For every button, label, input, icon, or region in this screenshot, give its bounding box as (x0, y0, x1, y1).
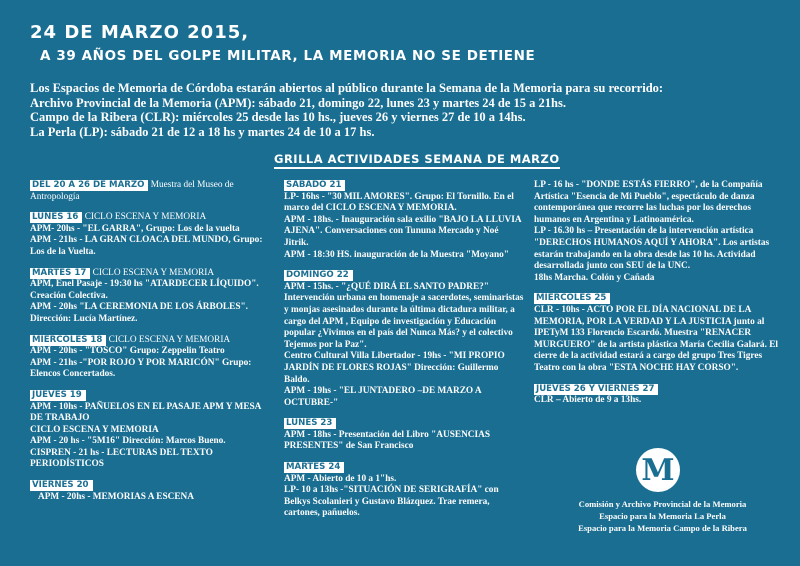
day-tag: MARTES 24 (284, 462, 344, 473)
activity-line: LP- 16hs - "30 MIL AMORES". Grupo: El Tornillo. En el marco del CICLO ESCENA Y MEMORIA. (284, 191, 514, 214)
footer-line: Espacio para la Memoria La Perla (599, 511, 726, 521)
schedule-column-2 (284, 180, 524, 529)
day-block (284, 418, 524, 453)
activity-line: CICLO ESCENA Y MEMORIA (30, 424, 159, 435)
day-block (30, 180, 276, 203)
intro-line: Campo de la Ribera (CLR): miércoles 25 desde las 10 hs., jueves 26 y viernes 27 de 10 a 14hs. (30, 110, 526, 125)
activity-line: APM- 20hs - "EL GARRA", Grupo: Los de la vuelta (30, 223, 240, 234)
svg-text:M: M (641, 453, 675, 488)
day-note: CICLO ESCENA Y MEMORIA (92, 267, 215, 278)
day-block (30, 268, 276, 326)
schedule-column-1 (30, 180, 276, 512)
day-block (30, 390, 276, 471)
intro-line: La Perla (LP): sábado 21 de 12 a 18 hs y martes 24 de 10 a 17 hs. (30, 124, 375, 139)
grid-title: GRILLA ACTIVIDADES SEMANA DE MARZO (274, 152, 560, 169)
activity-line: APM - Abierto de 10 a 1"hs. (284, 473, 397, 484)
activity-line: CLR – Abierto de 9 a 13hs. (534, 395, 642, 406)
footer-credits (560, 498, 765, 534)
day-block (284, 180, 524, 261)
day-block (284, 462, 524, 520)
day-note: CICLO ESCENA Y MEMORIA (108, 334, 231, 345)
day-note: CICLO ESCENA Y MEMORIA (84, 212, 207, 223)
intro-line: Los Espacios de Memoria de Córdoba estarán abiertos al público durante la Semana de la Memoria para su recorrido: (30, 81, 664, 95)
activity-line: APM, Enel Pasaje - 19:30 hs "ATARDECER LÍQUIDO". (30, 279, 259, 290)
day-tag: DEL 20 A 26 DE MARZO (30, 180, 148, 191)
activity-line: Creación Colectiva. (30, 290, 108, 301)
day-block (534, 384, 784, 407)
day-tag: MARTES 17 (30, 268, 90, 279)
activity-line: APM - 10hs - PAÑUELOS EN EL PASAJE APM Y MESA DE TRABAJO (30, 401, 261, 424)
day-block (534, 180, 784, 284)
day-tag: VIERNES 20 (30, 480, 93, 491)
intro-paragraph (30, 81, 770, 139)
activity-line: Centro Cultural Villa Libertador - 19hs - "MI PROPIO JARDÍN DE FLORES ROJAS" Dirección: Guillermo Baldo. (284, 351, 505, 385)
day-tag: MIÉRCOLES 25 (534, 293, 610, 304)
activity-line: 18hs Marcha. Colón y Cañada (534, 272, 655, 283)
footer-line: Comisión y Archivo Provincial de la Memoria (578, 499, 747, 509)
activity-line: CLR - 10hs - ACTO POR EL DÍA NACIONAL DE LA MEMORIA, POR LA VERDAD Y LA JUSTICIA junto al IPETyM 133 Florencio Escardó. Muestra "RENACER MURGUERO" de la artista plástica María Cecilia Galará. El cierre de la actividad estará a cargo del grupo Tres Tigres Teatro con la obra "ESTA NOCHE HAY CORSO". (534, 304, 779, 373)
day-block (30, 480, 276, 503)
activity-line: APM - 20hs - "TOSCO" Grupo: Zeppelin Teatro (30, 346, 225, 357)
activity-line: APM - 20hs "LA CEREMONIA DE LOS ÁRBOLES". Dirección: Lucía Martínez. (30, 302, 248, 324)
day-tag: LUNES 16 (30, 212, 82, 223)
day-tag: DOMINGO 22 (284, 270, 353, 281)
intro-line: Archivo Provincial de la Memoria (APM): sábado 21, domingo 22, lunes 23 y martes 24 de 15 a 21hs. (30, 95, 566, 110)
day-note: Muestra del Museo de Antropología (30, 180, 234, 202)
memoria-logo-icon (635, 447, 681, 493)
activity-line: LP - 16 hs - "DONDE ESTÁS FIERRO", de la Compañía Artística "Esencia de Mi Pueblo", espectáculo de danza contemporánea que recorre las luchas por los derechos humanos en Argentina y Latinoamérica. (534, 180, 763, 225)
activity-line: APM - 21hs - LA GRAN CLOACA DEL MUNDO, Grupo: Los de la Vuelta. (30, 235, 263, 257)
activity-line: APM - 15hs. - "¿QUÉ DIRÁ EL SANTO PADRE?" Intervención urbana en homenaje a sacerdotes, seminaristas y monjas asesinados durante la última dictadura militar, a cargo del APM , Equipo de investigación y Educación popular ¿Vivimos en el país del Nunca Más? y el colectivo Tejemos por la Paz". (284, 281, 524, 350)
page-subtitle: A 39 AÑOS DEL GOLPE MILITAR, LA MEMORIA NO SE DETIENE (40, 48, 536, 64)
day-tag: JUEVES 26 Y VIERNES 27 (534, 384, 658, 395)
activity-line: APM - 20 hs - "5M16" Dirección: Marcos Bueno. (30, 436, 226, 447)
day-tag: LUNES 23 (284, 418, 336, 429)
day-block (284, 270, 524, 409)
day-tag: JUEVES 19 (30, 390, 86, 401)
activity-line: LP - 16.30 hs – Presentación de la intervención artística "DERECHOS HUMANOS AQUÍ Y AHORA". Los artistas estarán trabajando en la obra desde las 10 hs. Actividad desarrollada junto con SEU de la UNC. (534, 226, 770, 272)
day-tag: MIÉRCOLES 18 (30, 335, 106, 346)
day-block (30, 212, 276, 258)
activity-line: APM - 18hs. - Inauguración sala exilio "BAJO LA LLUVIA AJENA". Conversaciones con Tununa Mercado y Noé Jitrik. (284, 214, 522, 248)
day-tag: SÁBADO 21 (284, 180, 345, 191)
day-block (534, 293, 784, 374)
activity-line: APM - 21hs -"POR ROJO Y POR MARICÓN" Grupo: Elencos Concertados. (30, 357, 252, 380)
activity-line: CISPREN - 21 hs - LECTURAS DEL TEXTO PERIODÍSTICOS (30, 447, 213, 470)
activity-line: LP- 10 a 13hs -"SITUACIÓN DE SERIGRAFÍA" con Belkys Scolanieri y Gustavo Blázquez. Trae remera, cartones, pañuelos. (284, 485, 499, 519)
activity-line: APM - 18hs - Presentación del Libro "AUSENCIAS PRESENTES" de San Francisco (284, 429, 490, 452)
activity-line: APM - 19hs - "EL JUNTADERO –DE MARZO A OCTUBRE-" (284, 386, 482, 408)
schedule-column-3 (534, 180, 784, 416)
activity-line: APM - 18:30 HS. inauguración de la Muestra "Moyano" (284, 249, 509, 260)
day-block (30, 335, 276, 381)
activity-line: APM - 20hs - MEMORIAS A ESCENA (38, 491, 194, 502)
footer-line: Espacio para la Memoria Campo de la Ribera (578, 523, 747, 533)
page-title: 24 DE MARZO 2015, (30, 22, 250, 43)
